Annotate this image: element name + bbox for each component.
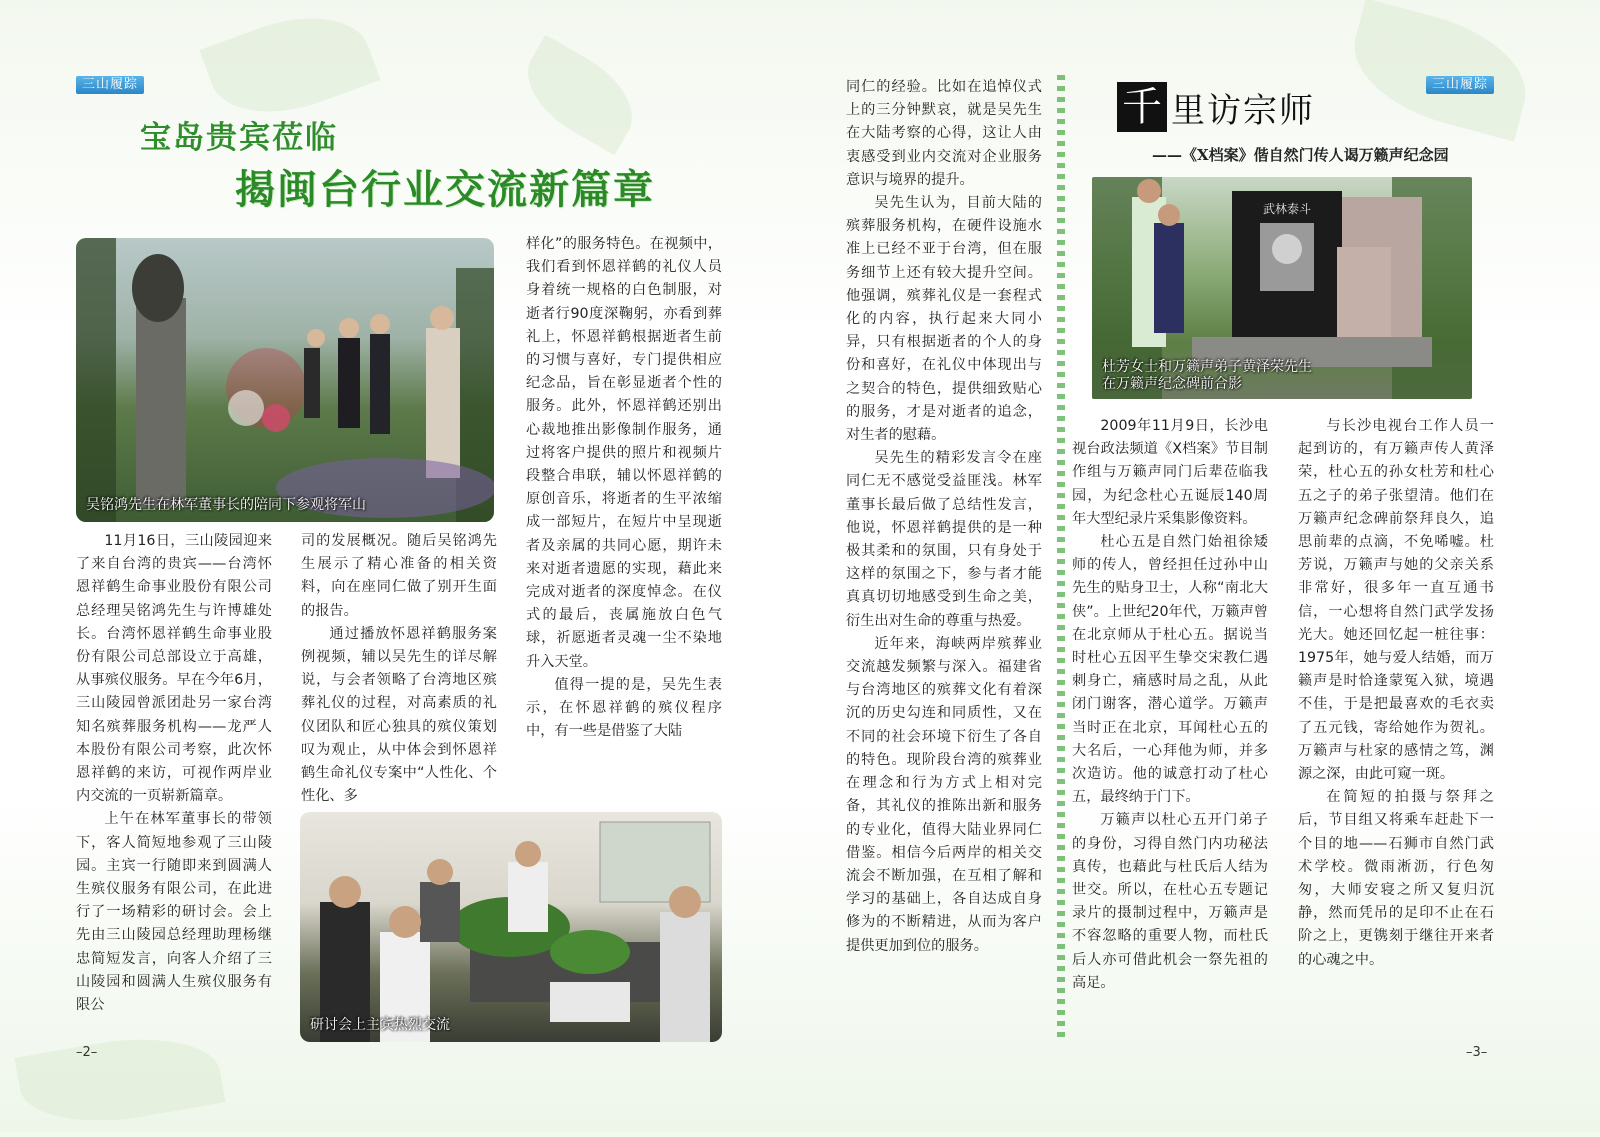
photo-meeting-illustration — [300, 812, 722, 1042]
article-subtitle: ——《X档案》偕自然门传人谒万籁声纪念园 — [1152, 146, 1449, 164]
paragraph: 通过播放怀恩祥鹤服务案例视频，辅以吴先生的详尽解说，与会者领略了台湾地区殡葬礼仪的过程，对高素质的礼仪团队和匠心独具的殡仪策划叹为观止，从中体会到怀恩祥鹤生命礼仪专案中“人性化、个性化、多 — [301, 625, 497, 805]
bust-statue — [132, 254, 184, 322]
article-right-column-2 — [1298, 415, 1494, 972]
photo-caption: 吴铭鸿先生在林军董事长的陪同下参观将军山 — [86, 497, 366, 513]
paragraph: 近年来，海峡两岸殡葬业交流越发频繁与深入。福建省与台湾地区的殡葬文化有着深沉的历史勾连和同质性，又在不同的社会环境下衍生了各自的特色。现阶段台湾的殡葬业在理念和行为方式上相对完备，其礼仪的推陈出新和服务的专业化，值得大陆业界同仁借鉴。相信今后两岸的相关交流会不断加强，在互相了解和学习的基础上，各自达成自身修为的不断精进，从而为客户提供更加到位的服务。 — [846, 635, 1042, 954]
paragraph: 吴先生的精彩发言令在座同仁无不感觉受益匪浅。林军董事长最后做了总结性发言，他说，怀恩祥鹤提供的是一种极其柔和的氛围，只有身处于这样的氛围之下，参与者才能真真切切地感受到生命之美，衍生出对生命的尊重与热爱。 — [846, 450, 1042, 629]
paragraph: 样化”的服务特色。在视频中，我们看到怀恩祥鹤的礼仪人员身着统一规格的白色制服，对逝者行90度深鞠躬，亦看到葬礼上，怀恩祥鹤根据逝者生前的习惯与喜好，专门提供相应纪念品，旨在彰显逝者个性的服务。此外，怀恩祥鹤还别出心裁地推出影像制作服务，通过将客户提供的照片和视频片段整合串联，辅以怀恩祥鹤的原创音乐，将逝者的生平浓缩成一部短片，在短片中呈现逝者及亲属的共同心愿，期许未来对逝者遗愿的实现，藉此来完成对逝者的深度悼念。在仪式的最后，丧属施放白色气球，祈愿逝者灵魂一尘不染地升入天堂。 — [526, 236, 722, 670]
paragraph: 值得一提的是，吴先生表示，在怀恩祥鹤的殡仪程序中，有一些是借鉴了大陆 — [526, 676, 722, 740]
article-column-2 — [301, 530, 497, 808]
title-first-char: 千 — [1117, 82, 1167, 132]
photo-cemetery-visit — [76, 238, 494, 522]
photo-meeting — [300, 812, 722, 1042]
headline-secondary: 揭闽台行业交流新篇章 — [235, 166, 655, 213]
projector — [550, 982, 630, 1022]
section-tag-right: 三山履踪 — [1426, 76, 1494, 94]
paragraph: 万籁声以杜心五开门弟子的身份，习得自然门内功秘法真传，也藉此与杜氏后人结为世交。所以，在杜心五专题记录片的摄制过程中，万籁声是不容忽略的重要人物，而杜氏后人亦可借此机会一祭先祖的高足。 — [1072, 812, 1268, 991]
page-divider — [1057, 75, 1065, 1037]
photo-caption — [1102, 359, 1312, 393]
paragraph: 吴先生认为，目前大陆的殡葬服务机构，在硬件设施水准上已经不亚于台湾，但在服务细节上还有较大提升空间。他强调，殡葬礼仪是一套程式化的内容，执行起来大同小异，只有根据逝者的个人的身份和喜好，在礼仪中体现出与之契合的特色，提供细致贴心的服务，才是对逝者的追念，对生者的慰藉。 — [846, 195, 1042, 444]
page-number-left: –2– — [76, 1045, 98, 1060]
article-right-column-1 — [1072, 415, 1268, 995]
article-column-1 — [76, 530, 272, 1017]
section-tag-left: 三山履踪 — [76, 76, 144, 94]
paragraph: 上午在林军董事长的带领下，客人简短地参观了三山陵园。主宾一行随即来到圆满人生殡仪服务有限公司，在此进行了一场精彩的研讨会。会上先由三山陵园总经理助理杨继忠简短发言，向客人介绍了三山陵园和圆满人生殡仪服务有限公 — [76, 811, 272, 1014]
caption-line-2: 在万籁声纪念碑前合影 — [1102, 376, 1242, 392]
photo-cemetery-visit-illustration — [76, 238, 494, 522]
paragraph: 杜心五是自然门始祖徐矮师的传人，曾经担任过孙中山先生的贴身卫士，人称“南北大侠”。上世纪20年代，万籁声曾在北京师从于杜心五。据说当时杜心五因平生挚交宋教仁遇刺身亡，痛感时局之乱，从此闭门谢客，潜心道学。万籁声当时正在北京，耳闻杜心五的大名后，一心拜他为师，并多次造访。他的诚意打动了杜心五，最终纳于门下。 — [1072, 534, 1268, 806]
page-number-right: –3– — [1466, 1045, 1488, 1060]
photo-caption: 研讨会上主宾热烈交流 — [310, 1017, 450, 1033]
paragraph: 2009年11月9日，长沙电视台政法频道《X档案》节目制作组与万籁声同门后辈莅临我园，为纪念杜心五诞辰140周年大型纪录片采集影像资料。 — [1072, 418, 1268, 527]
caption-line-1: 杜芳女士和万籁声弟子黄泽荣先生 — [1102, 359, 1312, 375]
article-title — [1117, 82, 1315, 132]
headline-primary: 宝岛贵宾莅临 — [140, 120, 338, 156]
paragraph: 同仁的经验。比如在追悼仪式上的三分钟默哀，就是吴先生在大陆考察的心得，这让人由衷感受到业内交流对企业服务意识与境界的提升。 — [846, 79, 1042, 188]
bust-pedestal — [136, 298, 186, 508]
title-rest: 里访宗师 — [1171, 90, 1315, 131]
photo-monument — [1092, 177, 1472, 399]
monument-inscription: 武林泰斗 — [1262, 202, 1312, 216]
paragraph: 司的发展概况。随后吴铭鸿先生展示了精心准备的相关资料，向在座同仁做了别开生面的报告。 — [301, 533, 497, 619]
woman-figure — [1154, 223, 1184, 333]
background-leaf — [15, 1023, 226, 1137]
potted-plant — [550, 930, 630, 974]
background-leaf — [1340, 0, 1540, 142]
background-leaf — [511, 35, 650, 156]
paragraph: 与长沙电视台工作人员一起到访的，有万籁声传人黄泽荣，杜心五的孙女杜芳和杜心五之子的弟子张望清。他们在万籁声纪念碑前祭拜良久，追思前辈的点滴，不免唏嘘。杜芳说，万籁声与她的父亲关系非常好，很多年一直互通书信，一心想将自然门武学发扬光大。她还回忆起一桩往事：1975年，她与爱人结婚，而万籁声是时恰逢蒙冤入狱，境遇不佳，于是把最喜欢的毛衣卖了五元钱，寄给她作为贺礼。万籁声与杜家的感情之笃，渊源之深，由此可窥一斑。 — [1298, 418, 1494, 783]
paragraph: 11月16日，三山陵园迎来了来自台湾的贵宾——台湾怀恩祥鹤生命事业股份有限公司总经理吴铭鸿先生与许博雄处长。台湾怀恩祥鹤生命事业股份有限公司总部设立于高雄，从事殡仪服务。早在今年6月，三山陵园曾派团赴另一家台湾知名殡葬服务机构——龙严人本股份有限公司考察，此次怀恩祥鹤的来访，可视作两岸业内交流的一页崭新篇章。 — [76, 533, 272, 805]
paragraph: 在简短的拍摄与祭拜之后，节目组又将乘车赶赴下一个目的地——石狮市自然门武术学校。微雨淅沥，行色匆匆，大师安寝之所又复归沉静，然而凭吊的足印不止在石阶之上，更镌刻于继往开来者的心魂之中。 — [1298, 789, 1494, 968]
article-column-3 — [526, 233, 722, 743]
article-column-4 — [846, 76, 1042, 958]
